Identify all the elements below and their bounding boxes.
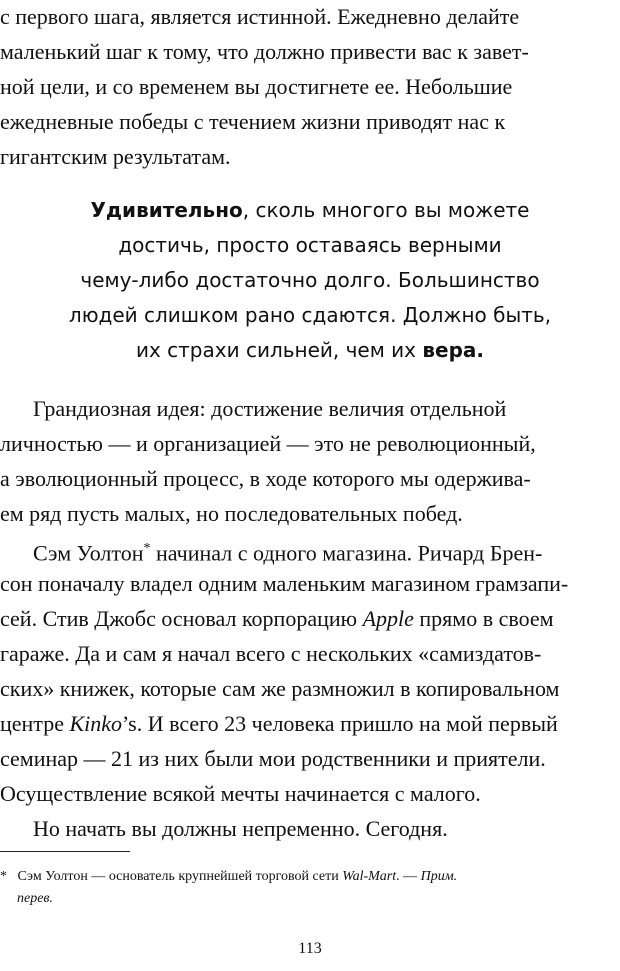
footnote-text: Сэм Уолтон — основатель крупнейшей торговой сети xyxy=(17,869,343,884)
quote-line xyxy=(0,192,620,228)
footnote-company: Wal-Mart xyxy=(342,869,397,884)
quote-emphasis: вера. xyxy=(422,338,485,362)
company-name: Apple xyxy=(362,606,414,631)
footnote-divider xyxy=(0,851,130,852)
quote-line: чему-либо достаточно долго. Большинство xyxy=(80,268,540,292)
quote-text: , сколь многого вы можете xyxy=(242,198,530,222)
footnote-marker: * xyxy=(143,541,151,556)
page-number: 113 xyxy=(298,940,322,957)
text-line: ной цели, и со временем вы достигнете ее. Небольшие xyxy=(0,74,513,99)
company-name: Kinko xyxy=(69,711,123,736)
text-line: с первого шага, является истинной. Ежедневно делайте xyxy=(0,4,520,29)
footnote-line xyxy=(0,866,620,888)
quote-text: их страхи сильней, чем их xyxy=(135,338,423,362)
quote-line xyxy=(0,332,620,368)
text-fragment: центре xyxy=(0,711,70,736)
quote-line: людей слишком рано сдаются. Должно быть, xyxy=(68,303,552,327)
text-fragment: прямо в своем xyxy=(413,606,554,631)
text-line: ежедневные победы с течением жизни приводят нас к xyxy=(0,109,506,134)
footnote-line xyxy=(0,888,620,910)
text-line: сон поначалу владел одним маленьким магазином грамзапи- xyxy=(0,571,569,596)
quote-line: достичь, просто оставаясь верными xyxy=(118,233,502,257)
person-name: Сэм Уолтон xyxy=(33,540,144,566)
text-line: семинар — 21 из них были мои родственники и приятели. xyxy=(0,746,546,771)
paragraph-final: Но начать вы должны непременно. Сегодня. xyxy=(33,816,448,841)
text-fragment: ’s. И всего 23 человека пришло на мой первый xyxy=(122,711,558,736)
footnote-mark: * xyxy=(0,869,7,884)
text-line xyxy=(0,532,620,570)
text-fragment: сей. Стив Джобс основал корпорацию xyxy=(0,606,363,631)
footnote-text: . — xyxy=(396,869,421,884)
text-line: личностью — и организацией — это не революционный, xyxy=(0,431,536,456)
text-line: а эволюционный процесс, в ходе которого мы одержива- xyxy=(0,466,531,491)
translator-note: Прим. xyxy=(420,869,458,884)
text-line: маленький шаг к тому, что должно привести вас к завет- xyxy=(0,39,529,64)
text-line: ских» книжек, которые сам же размножил в копировальном xyxy=(0,676,560,701)
text-line: Грандиозная идея: достижение величия отдельной xyxy=(33,396,507,421)
text-fragment: начинал с одного магазина. Ричард Брен- xyxy=(150,540,543,566)
text-line xyxy=(0,602,620,636)
text-line: Осуществление всякой мечты начинается с малого. xyxy=(0,781,481,806)
text-line xyxy=(0,707,620,741)
text-line: гараже. Да и сам я начал всего с нескольких «самиздатов- xyxy=(0,641,542,666)
translator-note: перев. xyxy=(17,891,54,906)
quote-emphasis: Удивительно xyxy=(90,198,243,222)
text-line: ем ряд пусть малых, но последовательных побед. xyxy=(0,501,463,526)
text-line: гигантским результатам. xyxy=(0,144,231,169)
